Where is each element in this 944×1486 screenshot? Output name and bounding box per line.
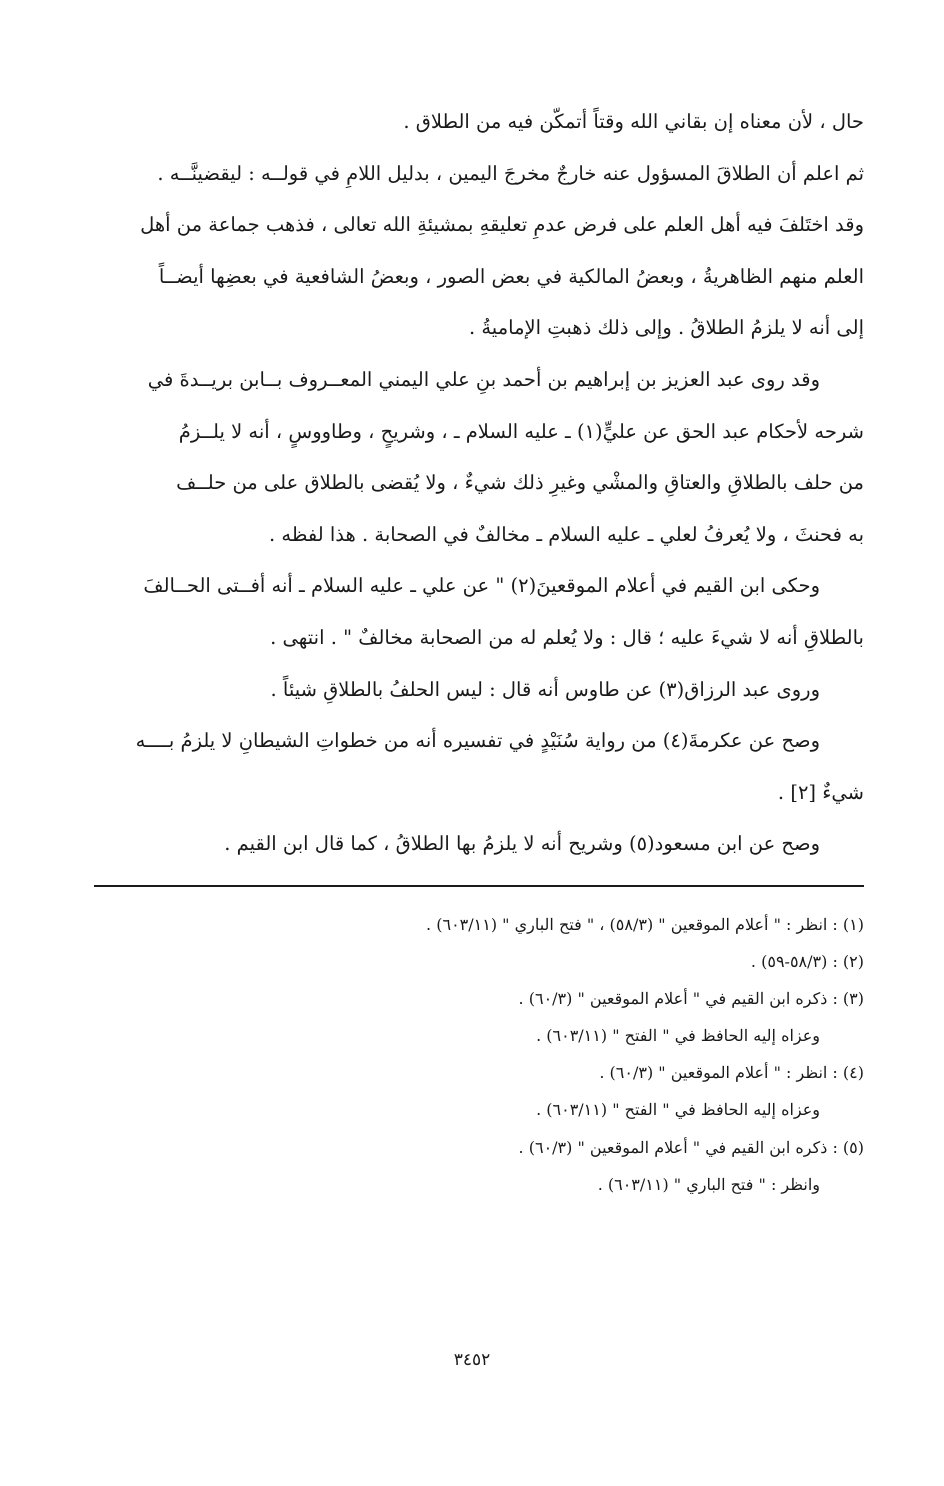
text-line: حال ، لأن معناه إن بقاني الله وقتاً أتمكّن فيه من الطلاق . bbox=[403, 110, 864, 133]
footnote: (٢) : (٥٨/٣-٥٩) . bbox=[750, 952, 864, 972]
text-line: شرحه لأحكام عبد الحق عن عليٍّ(١) ـ عليه السلام ـ ، وشريحٍ ، وطاووسٍ ، أنه لا يلــزمُ bbox=[178, 419, 864, 443]
text-line: وقد اختَلفَ فيه أهل العلم على فرض عدمِ تعليقهِ بمشيئةِ الله تعالى ، فذهب جماعة من أهل bbox=[140, 213, 864, 237]
text-line: العلم منهم الظاهريةُ ، وبعضُ المالكية في بعض الصور ، وبعضُ الشافعية في بعضِها أيضــاً bbox=[158, 264, 864, 288]
text-line: وصح عن ابن مسعود(٥) وشريح أنه لا يلزمُ بها الطلاقُ ، كما قال ابن القيم . bbox=[224, 832, 820, 856]
text-line: من حلف بالطلاقِ والعتاقِ والمشْي وغيرِ ذلك شيءٌ ، ولا يُقضى بالطلاق على من حلــف bbox=[176, 471, 864, 495]
footnote-continuation: وعزاه إليه الحافظ في " الفتح " (٦٠٣/١١) . bbox=[536, 1100, 820, 1120]
text-line: ثم اعلم أن الطلاقَ المسؤول عنه خارجٌ مخرجَ اليمين ، بدليل اللامِ في قولــه : ليقضينَّــه . bbox=[157, 161, 864, 185]
text-line: إلى أنه لا يلزمُ الطلاقُ . وإلى ذلك ذهبتِ الإماميةُ . bbox=[468, 316, 864, 340]
footnote: (٣) : ذكره ابن القيم في " أعلام الموقعين " (٦٠/٣) . bbox=[518, 989, 864, 1009]
footnote-continuation: وعزاه إليه الحافظ في " الفتح " (٦٠٣/١١) . bbox=[536, 1026, 820, 1046]
page-number: ٣٤٥٢ bbox=[453, 1350, 491, 1370]
text-line: وصح عن عكرمةَ(٤) من رواية سُنَيْدٍ في تفسيره أنه من خطواتِ الشيطانِ لا يلزمُ بــــه bbox=[135, 729, 820, 753]
footnote-divider bbox=[94, 885, 864, 887]
text-line: به فحنثَ ، ولا يُعرفُ لعلي ـ عليه السلام ـ مخالفٌ في الصحابة . هذا لفظه . bbox=[269, 522, 864, 546]
text-line: بالطلاقِ أنه لا شيءَ عليه ؛ قال : ولا يُعلم له من الصحابة مخالفٌ " . انتهى . bbox=[270, 625, 864, 649]
footnote: (٤) : انظر : " أعلام الموقعين " (٦٠/٣) . bbox=[599, 1063, 864, 1083]
text-line: وقد روى عبد العزيز بن إبراهيم بن أحمد بنِ علي اليمني المعــروف بــابن بريــدةَ في bbox=[147, 367, 820, 391]
footnote: (٥) : ذكره ابن القيم في " أعلام الموقعين " (٦٠/٣) . bbox=[518, 1137, 864, 1157]
footnote: (١) : انظر : " أعلام الموقعين " (٥٨/٣) ، " فتح الباري " (٦٠٣/١١) . bbox=[426, 915, 864, 934]
text-line: وروى عبد الرزاق(٣) عن طاوس أنه قال : ليس الحلفُ بالطلاقِ شيئاً . bbox=[270, 677, 820, 701]
footnote-continuation: وانظر : " فتح الباري " (٦٠٣/١١) . bbox=[597, 1174, 820, 1194]
text-line: شيءٌ [٢] . bbox=[777, 780, 864, 804]
text-line: وحكى ابن القيم في أعلام الموقعينَ(٢) " عن علي ـ عليه السلام ـ أنه أفــتى الحــالفَ bbox=[143, 574, 820, 598]
main-text bbox=[94, 96, 864, 870]
footnotes bbox=[94, 906, 864, 1203]
